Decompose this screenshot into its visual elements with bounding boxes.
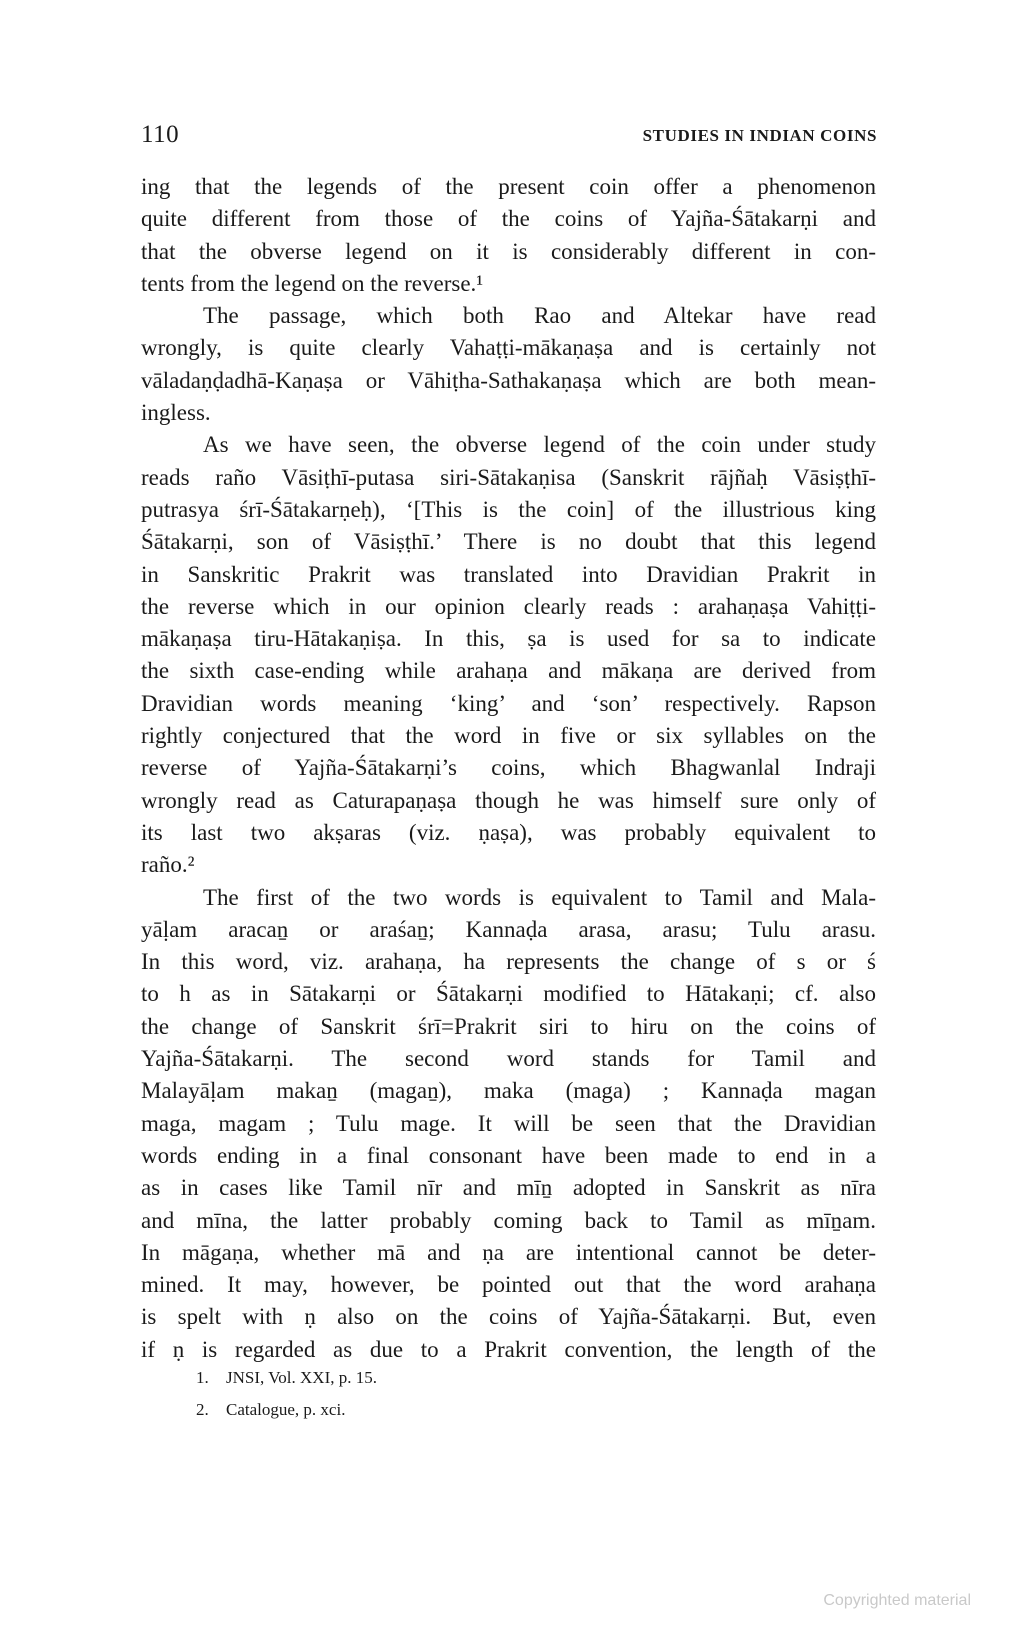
- text-line: ingless.: [141, 400, 211, 426]
- text-line: putrasya śrī-Śātakarṇeḥ), ‘[This is the coin] of the illustrious king: [141, 496, 876, 522]
- text-line: mākaṇaṣa tiru-Hātakaṇiṣa. In this, ṣa is used for sa to indicate: [141, 626, 876, 652]
- text-line: The first of the two words is equivalent to Tamil and Mala-: [203, 884, 876, 910]
- text-line: to h as in Sātakarṇi or Śātakarṇi modified to Hātakaṇi; cf. also: [141, 981, 876, 1007]
- footnotes: [196, 1362, 377, 1426]
- text-line: Śātakarṇi, son of Vāsiṣṭhī.’ There is no doubt that this legend: [141, 529, 876, 555]
- text-line: reverse of Yajña-Śātakarṇi’s coins, which Bhagwanlal Indraji: [141, 755, 876, 781]
- text-line: the sixth case-ending while arahaṇa and mākaṇa are derived from: [141, 658, 876, 684]
- running-head: STUDIES IN INDIAN COINS: [642, 126, 877, 145]
- text-line: ing that the legends of the present coin offer a phenomenon: [141, 174, 876, 199]
- text-line: as in cases like Tamil nīr and mīṉ adopted in Sanskrit as nīra: [141, 1175, 876, 1201]
- text-line: that the obverse legend on it is considerably different in con-: [141, 238, 876, 264]
- text-line: In māgaṇa, whether mā and ṇa are intentional cannot be deter-: [141, 1239, 876, 1265]
- text-line: in Sanskritic Prakrit was translated into Dravidian Prakrit in: [141, 561, 876, 587]
- page-number: 110: [141, 121, 180, 148]
- footnote: [196, 1362, 377, 1394]
- footnote-text: JNSI, Vol. XXI, p. 15.: [226, 1368, 377, 1387]
- footnote-number: 2.: [196, 1400, 209, 1419]
- footnote-text: Catalogue, p. xci.: [226, 1400, 346, 1419]
- text-line: if ṇ is regarded as due to a Prakrit convention, the length of the: [141, 1336, 876, 1362]
- text-line: rightly conjectured that the word in five or six syllables on the: [141, 723, 876, 749]
- text-line: its last two akṣaras (viz. ṇaṣa), was probably equivalent to: [141, 819, 876, 845]
- text-line: Dravidian words meaning ‘king’ and ‘son’ respectively. Rapson: [141, 690, 876, 716]
- text-line: yāḷam aracaṉ or araśaṉ; Kannaḍa arasa, arasu; Tulu arasu.: [141, 916, 876, 942]
- text-line: maga, magam ; Tulu mage. It will be seen that the Dravidian: [141, 1110, 876, 1136]
- text-line: Malayāḷam makaṉ (magaṉ), maka (maga) ; Kannaḍa magan: [141, 1078, 876, 1104]
- text-line: words ending in a final consonant have been made to end in a: [141, 1142, 876, 1168]
- text-line: mined. It may, however, be pointed out that the word arahaṇa: [141, 1272, 876, 1298]
- text-line: Yajña-Śātakarṇi. The second word stands for Tamil and: [141, 1046, 876, 1072]
- text-line: wrongly, is quite clearly Vahaṭṭi-mākaṇaṣa and is certainly not: [141, 335, 876, 361]
- body-text: [141, 171, 876, 1366]
- text-line: wrongly read as Caturapaṇaṣa though he was himself sure only of: [141, 787, 876, 813]
- text-line: the reverse which in our opinion clearly reads : arahaṇaṣa Vahiṭṭi-: [141, 593, 876, 619]
- text-line: reads raño Vāsiṭhī-putasa siri-Sātakaṇisa (Sanskrit rājñaḥ Vāsiṣṭhī-: [141, 464, 876, 490]
- text-line: raño.²: [141, 852, 195, 878]
- text-line: vāladaṇḍadhā-Kaṇaṣa or Vāhiṭha-Sathakaṇaṣa which are both mean-: [141, 367, 876, 393]
- text-line: As we have seen, the obverse legend of the coin under study: [203, 432, 876, 458]
- footnote: [196, 1394, 377, 1426]
- text-line: is spelt with ṇ also on the coins of Yajña-Śātakarṇi. But, even: [141, 1304, 876, 1330]
- footnote-number: 1.: [196, 1368, 209, 1387]
- copyright-watermark: Copyrighted material: [823, 1592, 971, 1609]
- text-line: In this word, viz. arahaṇa, ha represents the change of s or ś: [141, 949, 876, 975]
- text-line: quite different from those of the coins of Yajña-Śātakarṇi and: [141, 206, 876, 232]
- text-line: the change of Sanskrit śrī=Prakrit siri to hiru on the coins of: [141, 1013, 876, 1039]
- text-line: tents from the legend on the reverse.¹: [141, 270, 484, 296]
- text-line: The passage, which both Rao and Altekar have read: [203, 303, 876, 329]
- text-line: and mīna, the latter probably coming back to Tamil as mīṉam.: [141, 1207, 876, 1233]
